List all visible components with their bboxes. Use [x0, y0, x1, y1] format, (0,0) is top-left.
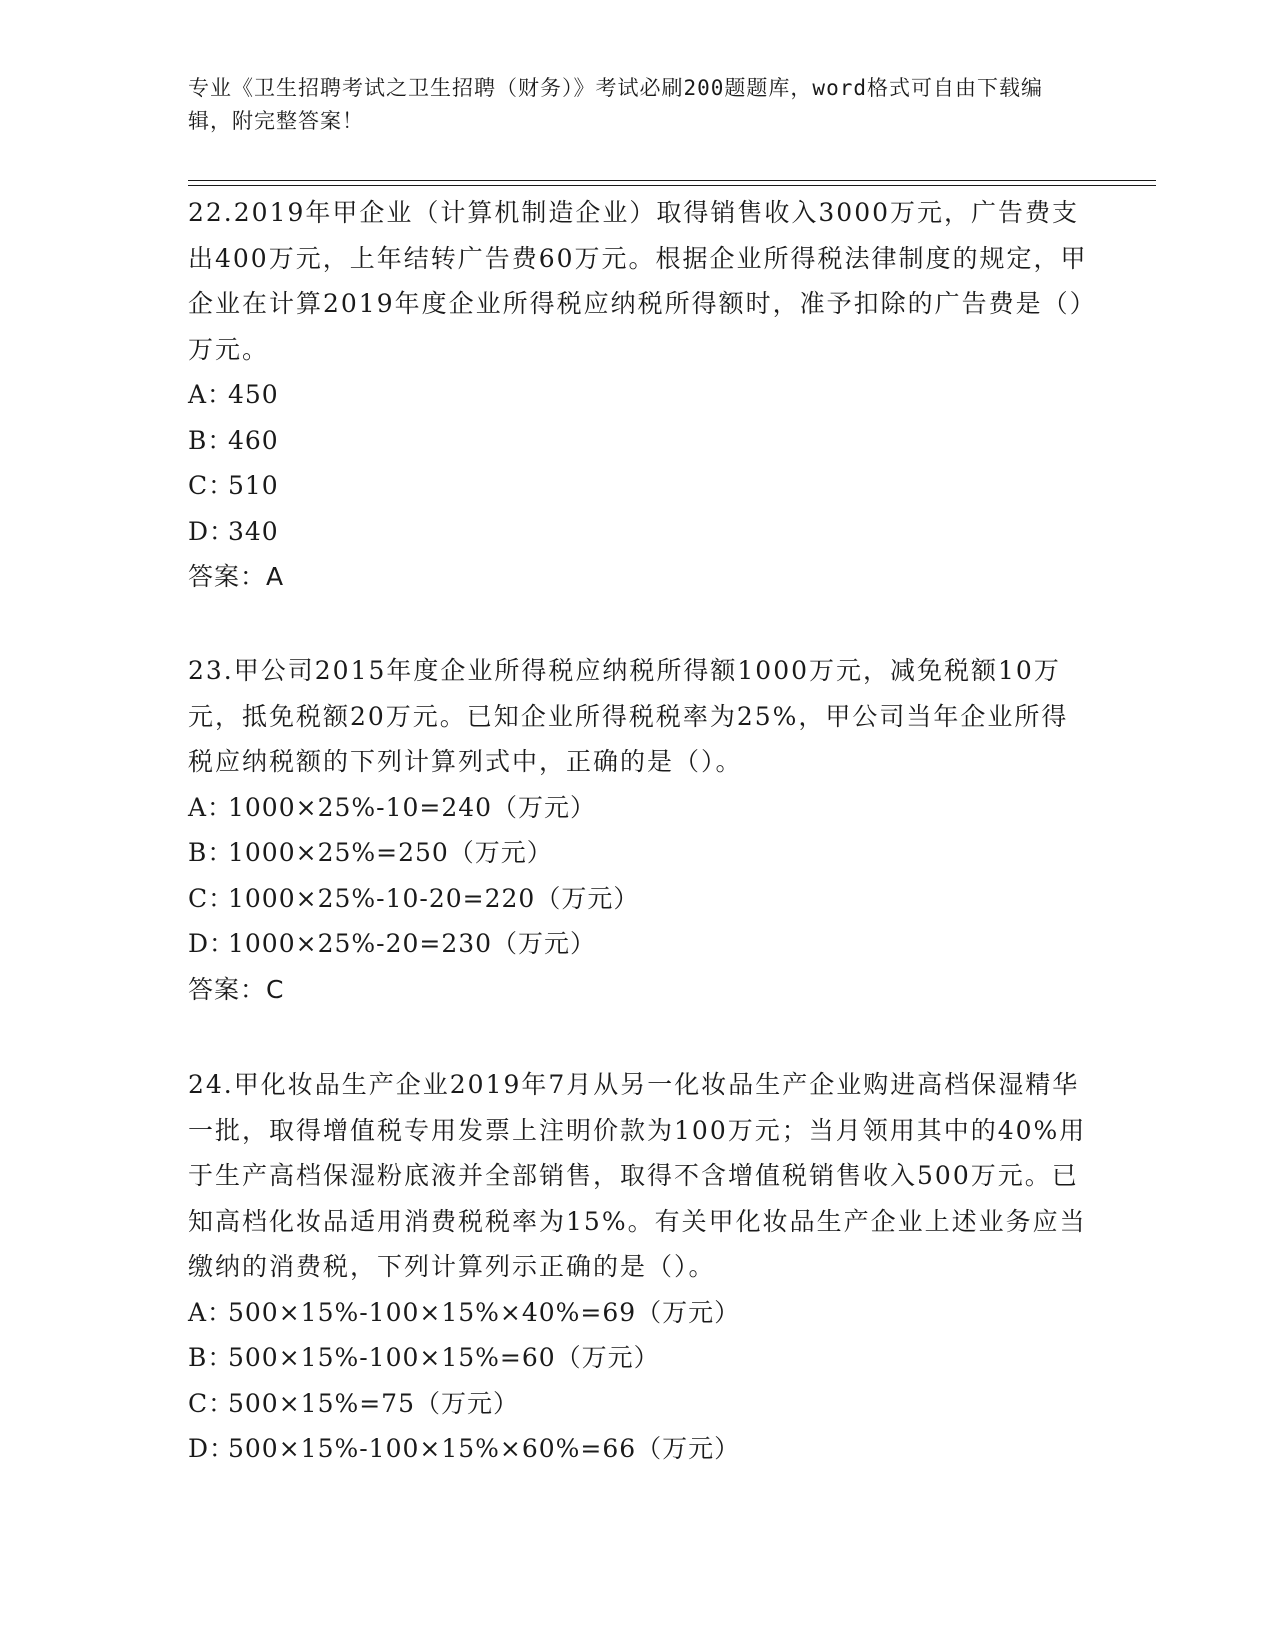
option-b — [188, 830, 1088, 876]
question-24 — [188, 1062, 1088, 1472]
option-b — [188, 418, 1088, 464]
header-text: 专业《卫生招聘考试之卫生招聘（财务）》考试必刷200题题库，word格式可自由下载编辑，附完整答案！ — [188, 76, 1043, 133]
option-key: B： — [188, 838, 234, 867]
option-key: C： — [188, 1388, 235, 1418]
option-key: B： — [188, 425, 234, 455]
question-stem: 24.甲化妆品生产企业2019年7月从另一化妆品生产企业购进高档保湿精华一批，取得增值税专用发票上注明价款为100万元；当月领用其中的40%用于生产高档保湿粉底液并全部销售，取得不含增值税销售收入500万元。已知高档化妆品适用消费税税率为15%。有关甲化妆品生产企业上述业务应当缴纳的消费税，下列计算列示正确的是（）。 — [188, 1070, 1087, 1281]
option-key: B： — [188, 1343, 234, 1372]
option-text: 500×15%-100×15%×60%=66（万元） — [228, 1434, 741, 1463]
option-c — [188, 1381, 1088, 1427]
option-text: 1000×25%-10=240（万元） — [228, 792, 597, 822]
option-a — [188, 785, 1088, 831]
option-b — [188, 1335, 1088, 1381]
option-key: D： — [188, 516, 236, 546]
option-key: A： — [188, 792, 234, 822]
option-text: 500×15%-100×15%=60（万元） — [228, 1343, 660, 1372]
option-text: 500×15%=75（万元） — [228, 1388, 519, 1418]
header-divider-bottom — [188, 185, 1156, 186]
question-23 — [188, 648, 1088, 1012]
option-key: A： — [188, 1297, 234, 1327]
option-text: 1000×25%-10-20=220（万元） — [228, 883, 640, 913]
option-key: D： — [188, 929, 236, 958]
option-text: 1000×25%-20=230（万元） — [228, 929, 597, 958]
option-d — [188, 509, 1088, 555]
option-c — [188, 463, 1088, 509]
header-divider-top — [188, 180, 1156, 181]
document-header — [188, 72, 1068, 138]
option-key: C： — [188, 471, 235, 500]
option-d — [188, 1426, 1088, 1472]
option-a — [188, 1290, 1088, 1336]
option-a — [188, 372, 1088, 418]
question-22 — [188, 190, 1088, 600]
question-stem: 23.甲公司2015年度企业所得税应纳税所得额1000万元，减免税额10万元，抵免税额20万元。已知企业所得税税率为25%，甲公司当年企业所得税应纳税额的下列计算列式中，正确的是（）。 — [188, 656, 1069, 776]
option-key: C： — [188, 883, 235, 913]
option-text: 340 — [228, 516, 279, 546]
answer-text: 答案：A — [188, 562, 285, 591]
question-stem: 22.2019年甲企业（计算机制造企业）取得销售收入3000万元，广告费支出400万元，上年结转广告费60万元。根据企业所得税法律制度的规定，甲企业在计算2019年度企业所得税应纳税所得额时，准予扣除的广告费是（）万元。 — [188, 198, 1088, 364]
option-d — [188, 921, 1088, 967]
option-text: 460 — [228, 425, 279, 455]
option-key: D： — [188, 1434, 236, 1463]
option-text: 500×15%-100×15%×40%=69（万元） — [228, 1297, 741, 1327]
option-text: 1000×25%=250（万元） — [228, 838, 553, 867]
option-text: 450 — [228, 380, 279, 409]
option-key: A： — [188, 380, 234, 409]
option-c — [188, 876, 1088, 922]
answer-text: 答案：C — [188, 974, 285, 1004]
option-text: 510 — [228, 471, 279, 500]
